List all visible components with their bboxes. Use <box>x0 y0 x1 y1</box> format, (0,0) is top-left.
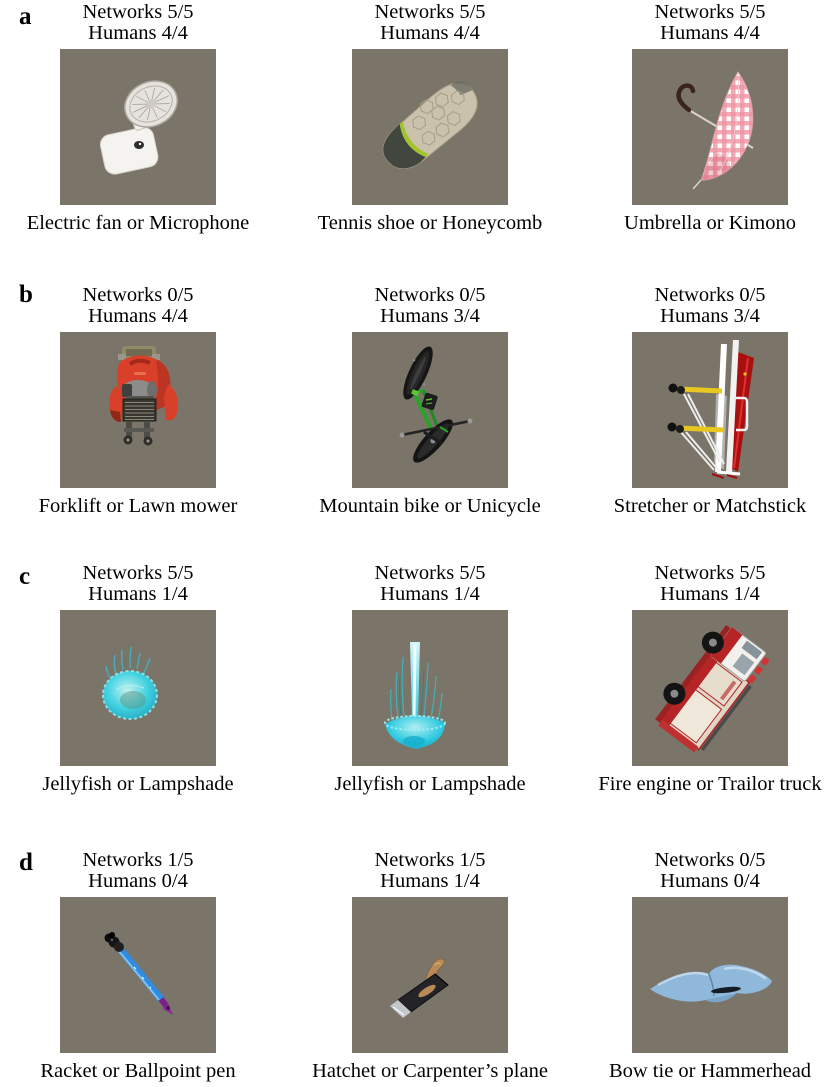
networks-score: Networks 1/5 <box>82 849 194 871</box>
score-block <box>290 563 570 605</box>
panel-c2 <box>290 563 570 795</box>
humans-score: Humans 1/4 <box>380 870 480 892</box>
panel-b3 <box>570 285 831 517</box>
jellyfish-tall-image <box>352 610 508 766</box>
score-block <box>0 285 278 327</box>
score-block <box>570 2 831 44</box>
choice-caption: Forklift or Lawn mower <box>38 495 238 517</box>
row-label-c: c <box>19 563 31 590</box>
panel-c1 <box>0 563 278 795</box>
choice-caption: Racket or Ballpoint pen <box>40 1060 236 1082</box>
score-block <box>290 285 570 327</box>
stimulus-tile <box>60 49 216 205</box>
panel-a3 <box>570 2 831 234</box>
humans-score: Humans 1/4 <box>88 583 188 605</box>
lawn-mower-image <box>60 332 216 488</box>
networks-score: Networks 0/5 <box>82 284 194 306</box>
choice-caption: Fire engine or Trailor truck <box>598 773 822 795</box>
choice-caption: Tennis shoe or Honeycomb <box>317 212 543 234</box>
humans-score: Humans 4/4 <box>88 305 188 327</box>
choice-caption: Electric fan or Microphone <box>26 212 250 234</box>
stimulus-tile <box>60 897 216 1053</box>
panel-a2 <box>290 2 570 234</box>
humans-score: Humans 0/4 <box>660 870 760 892</box>
score-block <box>290 850 570 892</box>
choice-caption: Umbrella or Kimono <box>624 212 796 234</box>
umbrella-image <box>632 49 788 205</box>
humans-score: Humans 3/4 <box>380 305 480 327</box>
networks-score: Networks 5/5 <box>82 562 194 584</box>
humans-score: Humans 4/4 <box>380 22 480 44</box>
stimulus-tile <box>632 332 788 488</box>
choice-caption: Jellyfish or Lampshade <box>334 773 526 795</box>
panel-a1 <box>0 2 278 234</box>
humans-score: Humans 0/4 <box>88 870 188 892</box>
stretcher-image <box>632 332 788 488</box>
stimulus-tile <box>632 610 788 766</box>
score-block <box>570 285 831 327</box>
stimulus-tile <box>352 332 508 488</box>
tennis-shoe-image <box>352 49 508 205</box>
networks-score: Networks 5/5 <box>82 1 194 23</box>
panel-b1 <box>0 285 278 517</box>
choice-caption: Hatchet or Carpenter’s plane <box>312 1060 548 1082</box>
networks-score: Networks 1/5 <box>374 849 486 871</box>
humans-score: Humans 4/4 <box>660 22 760 44</box>
stimulus-tile <box>632 897 788 1053</box>
score-block <box>570 850 831 892</box>
stimulus-tile <box>352 610 508 766</box>
networks-score: Networks 5/5 <box>654 562 766 584</box>
stimulus-tile <box>60 332 216 488</box>
panel-d1 <box>0 850 278 1082</box>
row-label-a: a <box>19 3 32 30</box>
networks-score: Networks 0/5 <box>654 849 766 871</box>
hatchet-image <box>352 897 508 1053</box>
ballpoint-pen-image <box>60 897 216 1053</box>
choice-caption: Mountain bike or Unicycle <box>319 495 541 517</box>
humans-score: Humans 1/4 <box>380 583 480 605</box>
networks-score: Networks 5/5 <box>654 1 766 23</box>
electric-fan-image <box>60 49 216 205</box>
score-block <box>570 563 831 605</box>
panel-b2 <box>290 285 570 517</box>
panel-d3 <box>570 850 831 1082</box>
stimulus-tile <box>352 49 508 205</box>
hammerhead-image <box>632 897 788 1053</box>
networks-score: Networks 0/5 <box>654 284 766 306</box>
humans-score: Humans 1/4 <box>660 583 760 605</box>
humans-score: Humans 3/4 <box>660 305 760 327</box>
fire-engine-image <box>632 610 788 766</box>
score-block <box>290 2 570 44</box>
jellyfish-image <box>60 610 216 766</box>
choice-caption: Stretcher or Matchstick <box>613 495 807 517</box>
row-label-d: d <box>19 849 33 876</box>
panel-c3 <box>570 563 831 795</box>
networks-score: Networks 5/5 <box>374 562 486 584</box>
choice-caption: Bow tie or Hammerhead <box>608 1060 812 1082</box>
panel-d2 <box>290 850 570 1082</box>
networks-score: Networks 0/5 <box>374 284 486 306</box>
score-block <box>0 2 278 44</box>
row-label-b: b <box>19 281 33 308</box>
stimulus-tile <box>60 610 216 766</box>
networks-score: Networks 5/5 <box>374 1 486 23</box>
stimulus-tile <box>632 49 788 205</box>
score-block <box>0 850 278 892</box>
stimulus-tile <box>352 897 508 1053</box>
choice-caption: Jellyfish or Lampshade <box>42 773 234 795</box>
humans-score: Humans 4/4 <box>88 22 188 44</box>
mountain-bike-image <box>352 332 508 488</box>
score-block <box>0 563 278 605</box>
